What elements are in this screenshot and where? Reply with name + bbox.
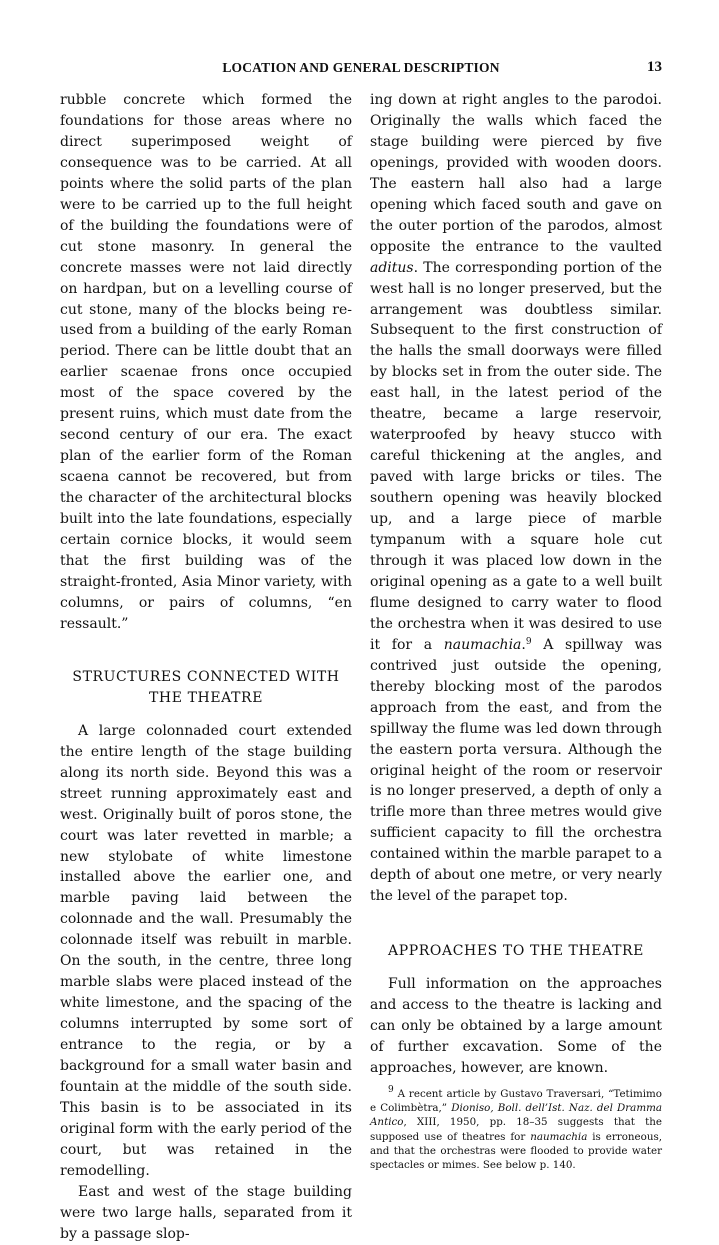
footnote-text: is erroneous, and that the orchestras were flooded to provide water spectacles or mimes. See below p. 140. [370,1130,663,1171]
footnote-text: , XIII, 1950, pp. 18–35 suggests that the supposed use of theatres for [370,1116,662,1143]
page-number: 13 [647,59,662,75]
right-column [370,90,662,1172]
footnote [370,1084,663,1172]
paragraph-foundations: rubble concrete which formed the foundations for those areas where no direct superimposed weight of consequence was to be carried. At all points where the solid parts of the plan were to be carried up to the full height of the building the foundations were of cut stone masonry. In general the concrete masses were not laid directly on hardpan, but on a levelling course of cut stone, many of the blocks being re-used from a building of the early Roman period. There can be little doubt that an earlier scaenae frons once occupied most of the space covered by the present ruins, which must date from the second century of our era. The exact plan of the earlier form of the Roman scaena cannot be recovered, but from the character of the architectural blocks built into the late foundations, especially certain cornice blocks, it would seem that the first building was of the straight-fronted, Asia Minor variety, with columns, or pairs of columns, “en ressault.” [60,92,352,632]
italic-term-aditus: aditus [370,259,414,276]
footnote-journal-title: Dioniso, Boll. dell’Ist. Naz. del Dramma Antico [370,1102,662,1129]
paragraph-halls-start: East and west of the stage building were two large halls, separated from it by a passage slop- [60,1183,352,1242]
footnote-text: A recent article by Gustavo Traversari, “Tetimimo e Colimbètra,” [370,1087,662,1115]
paragraph-halls-continued [370,90,662,907]
text-run: . The corresponding portion of the west hall is no longer preserved, but the arrangement was doubtless similar. Subsequent to the first construction of the halls the small doorways were filled by blocks set in from the outer side. The east hall, in the latest period of the theatre, became a large reservoir, waterproofed by heavy stucco with careful thickening at the angles, and paved with large bricks or tiles. The southern opening was heavily blocked up, and a large piece of marble tympanum with a square hole cut through it was placed low down in the original opening as a gate to a well built flume designed to carry water to flood the orchestra when it was desired to use it for a [370,259,662,653]
running-header [60,60,662,82]
italic-term-naumachia: naumachia [443,636,522,653]
left-column [60,90,352,1245]
paragraph-colonnaded-court: A large colonnaded court extended the entire length of the stage building along its north side. Beyond this was a street running approximately east and west. Originally built of poros stone, the court was later revetted in marble; a new stylobate of white limestone installed above the earlier one, and marble paving laid between the colonnade and the wall. Presumably the colonnade itself was rebuilt in marble. On the south, in the centre, three long marble slabs were placed instead of the white limestone, and the spacing of the columns interrupted by some sort of entrance to the regia, or by a background for a small water basin and fountain at the middle of the south side. This basin is to be associated in its original form with the early period of the court, but was retained in the remodelling. [60,722,352,1179]
text-run: . [521,636,526,653]
paragraph-approaches: Full information on the approaches and access to the theatre is lacking and can only be obtained by a large amount of further excavation. Some of the approaches, however, are known. [370,976,662,1076]
text-run: ing down at right angles to the parodoi. Originally the walls which faced the stage building were pierced by five openings, provided with wooden doors. The eastern hall also had a large opening which faced south and gave on the outer portion of the parodos, almost opposite the entrance to the vaulted [370,92,662,255]
running-title: LOCATION AND GENERAL DESCRIPTION [222,60,500,75]
section-heading-structures: STRUCTURES CONNECTED WITH THE THEATRE [72,668,340,706]
footnote-reference: 9 [525,636,532,647]
section-heading-approaches: APPROACHES TO THE THEATRE [388,943,644,960]
footnote-italic-naumachia: naumachia [530,1130,588,1143]
text-run: A spillway was contrived just outside the opening, thereby blocking most of the parodos approach from the east, and from the spillway the flume was led down through the eastern porta versura. Although the original height of the room or reservoir is no longer preserved, a depth of only a trifle more than three metres would give sufficient capacity to fill the orchestra contained within the marble parapet to a depth of about one metre, or very nearly the level of the parapet top. [370,636,662,905]
footnote-number: 9 [388,1084,394,1095]
